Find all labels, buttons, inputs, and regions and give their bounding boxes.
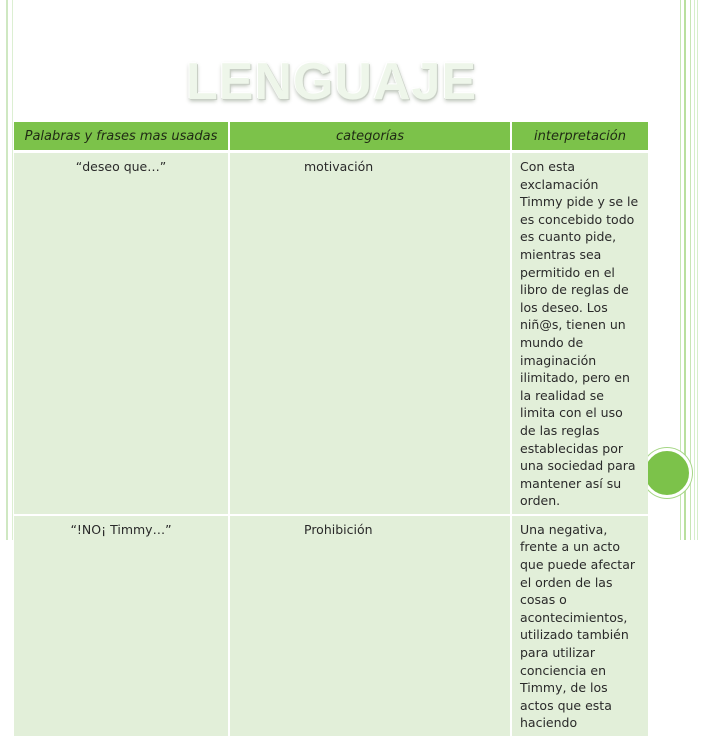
left-frame-inner-line xyxy=(12,0,13,540)
category-cell: Prohibición xyxy=(230,516,512,738)
left-frame-line xyxy=(6,0,8,540)
right-frame-line xyxy=(694,0,695,540)
header-interpretation: interpretación xyxy=(512,122,648,153)
table-header-row xyxy=(14,122,648,153)
interpretation-cell: Con esta exclamación Timmy pide y se le es concebido todo es cuanto pide, mientras sea permitido en el libro de reglas de los deseo. Los niñ@s, tienen un mundo de imaginación ilimitado, pero en la realidad se limita con el uso de las reglas establecidas por una sociedad para mantener así su orden. xyxy=(512,153,648,516)
phrase-cell: “deseo que…” xyxy=(14,153,230,516)
language-table xyxy=(14,122,648,738)
right-frame-line xyxy=(690,0,691,540)
table-row xyxy=(14,153,648,516)
decorative-circle xyxy=(642,448,692,498)
table-row xyxy=(14,516,648,738)
interpretation-cell: Una negativa, frente a un acto que puede afectar el orden de las cosas o acontecimientos, utilizado también para utilizar conciencia en Timmy, de los actos que esta haciendo xyxy=(512,516,648,738)
right-frame-line xyxy=(697,0,698,540)
header-categories: categorías xyxy=(230,122,512,153)
category-cell: motivación xyxy=(230,153,512,516)
header-phrases: Palabras y frases mas usadas xyxy=(14,122,230,153)
phrase-cell: “!NO¡ Timmy…” xyxy=(14,516,230,738)
slide-title: LENGUAJE xyxy=(186,53,478,111)
